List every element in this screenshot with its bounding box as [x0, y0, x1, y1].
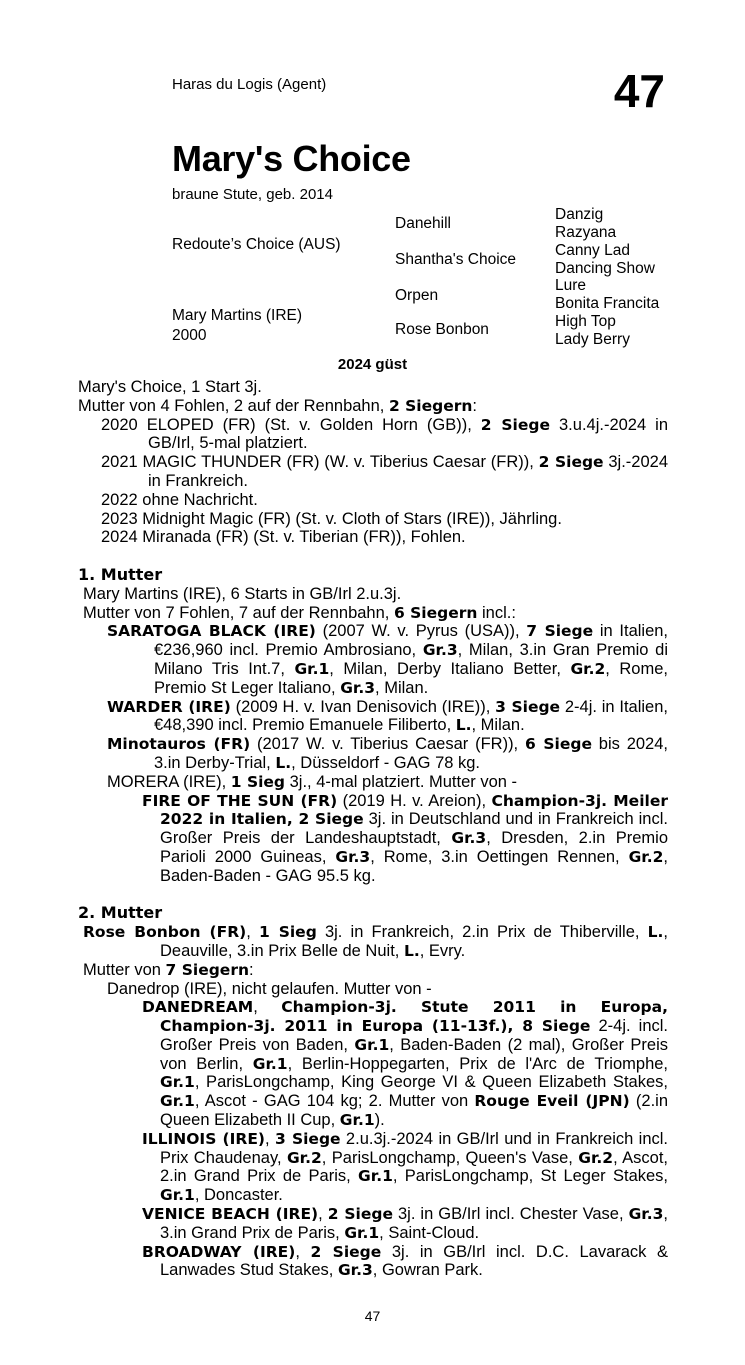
- pedigree-g3-5: Lure: [555, 277, 587, 294]
- pedigree-dam-dam: Rose Bonbon: [395, 321, 489, 338]
- foal-2024: 2024 Miranada (FR) (St. v. Tiberian (FR)), Fohlen.: [101, 528, 466, 547]
- progeny-danedrop: Danedrop (IRE), nicht gelaufen. Mutter von -: [107, 979, 432, 998]
- horse-name: Mary's Choice: [172, 138, 411, 179]
- second-dam-heading: 2. Mutter: [78, 903, 163, 923]
- first-dam-record: Mary Martins (IRE), 6 Starts in GB/Irl 2.u.3j.: [83, 584, 402, 603]
- foal-2023: 2023 Midnight Magic (FR) (St. v. Cloth of Stars (IRE)), Jährling.: [101, 509, 562, 528]
- progeny-broadway: BROADWAY (IRE), 2 Siege 3j. in GB/Irl incl. D.C. Lavarack & Lanwades Stud Stakes, Gr.3, Gowran Park.: [142, 1242, 668, 1280]
- second-dam-record: Rose Bonbon (FR), 1 Sieg 3j. in Frankreich, 2.in Prix de Thiberville, L., Deauville, 3.in Prix Belle de Nuit, L., Evry.: [83, 923, 668, 960]
- progeny-morera: MORERA (IRE), 1 Sieg 3j., 4-mal platziert. Mutter von -: [107, 772, 518, 791]
- foal-2020: 2020 ELOPED (FR) (St. v. Golden Horn (GB)), 2 Siege 3.u.4j.-2024 in GB/Irl, 5-mal platziert.: [101, 415, 668, 453]
- pedigree-g3-8: Lady Berry: [555, 331, 630, 348]
- catalogue-text: [78, 378, 668, 1280]
- progeny-warder: WARDER (IRE) (2009 H. v. Ivan Denisovich (IRE)), 3 Siege 2-4j. in Italien, €48,390 incl. Premio Emanuele Filiberto, L., Milan.: [107, 697, 668, 735]
- progeny-illinois: ILLINOIS (IRE), 3 Siege 2.u.3j.-2024 in GB/Irl und in Frankreich incl. Prix Chaudenay, Gr.2, ParisLongchamp, Queen's Vase, Gr.2, Ascot, 2.in Grand Prix de Paris, Gr.1, ParisLongchamp, St Leger Stakes, Gr.1, Doncaster.: [142, 1129, 669, 1205]
- pedigree-g3-2: Razyana: [555, 224, 617, 241]
- pedigree-dam: Mary Martins (IRE): [172, 307, 303, 324]
- second-dam-mother-line: Mutter von 7 Siegern:: [83, 960, 254, 979]
- page-number: 47: [364, 1308, 381, 1324]
- pedigree-sire-dam: Shantha's Choice: [395, 251, 517, 268]
- pedigree-g3-3: Canny Lad: [555, 242, 630, 259]
- pedigree-g3-4: Dancing Show: [555, 260, 655, 277]
- pedigree-g3-6: Bonita Francita: [555, 295, 660, 312]
- progeny-fire-of-the-sun: FIRE OF THE SUN (FR) (2019 H. v. Areion), Champion-3j. Meiler 2022 in Italien, 2 Siege 3j. in Deutschland und in Frankreich incl. Großer Preis der Landeshauptstadt, Gr.3, Dresden, 2.in Premio Parioli 2000 Guineas, Gr.3, Rome, 3.in Oettingen Rennen, Gr.2, Baden-Baden - GAG 95.5 kg.: [142, 791, 669, 885]
- pedigree-g3-7: High Top: [555, 313, 616, 330]
- breeding-status: 2024 güst: [337, 356, 408, 373]
- pedigree-dam-year: 2000: [172, 327, 207, 344]
- foal-2021: 2021 MAGIC THUNDER (FR) (W. v. Tiberius Caesar (FR)), 2 Siege 3j.-2024 in Frankreich.: [101, 453, 668, 490]
- progeny-minotauros: Minotauros (FR) (2017 W. v. Tiberius Caesar (FR)), 6 Siege bis 2024, 3.in Derby-Trial, L., Düsseldorf - GAG 78 kg.: [107, 735, 668, 772]
- agent-label: Haras du Logis (Agent): [172, 76, 327, 93]
- own-mother-line: Mutter von 4 Fohlen, 2 auf der Rennbahn, 2 Siegern:: [78, 396, 478, 415]
- progeny-saratoga-black: SARATOGA BLACK (IRE) (2007 W. v. Pyrus (USA)), 7 Siege in Italien, €236,960 incl. Premio Ambrosiano, Gr.3, Milan, 3.in Gran Premio di Milano Tris Int.7, Gr.1, Milan, Derby Italiano Better, Gr.2, Rome, Premio St Leger Italiano, Gr.3, Milan.: [107, 622, 669, 697]
- first-dam-mother-line: Mutter von 7 Fohlen, 7 auf der Rennbahn, 6 Siegern incl.:: [83, 603, 516, 622]
- progeny-venice-beach: VENICE BEACH (IRE), 2 Siege 3j. in GB/Irl incl. Chester Vase, Gr.3, 3.in Grand Prix de Paris, Gr.1, Saint-Cloud.: [142, 1205, 669, 1242]
- horse-description: braune Stute, geb. 2014: [172, 186, 333, 203]
- pedigree-sire: Redoute’s Choice (AUS): [172, 236, 341, 253]
- own-record: Mary's Choice, 1 Start 3j.: [78, 378, 262, 396]
- first-dam-heading: 1. Mutter: [78, 564, 163, 584]
- foal-2022: 2022 ohne Nachricht.: [101, 490, 258, 509]
- progeny-danedream: DANEDREAM, Champion-3j. Stute 2011 in Europa, Champion-3j. 2011 in Europa (11-13f.), 8 Siege 2-4j. incl. Großer Preis von Baden, Gr.1, Baden-Baden (2 mal), Großer Preis von Berlin, Gr.1, Berlin-Hoppegarten, Prix de l'Arc de Triomphe, Gr.1, ParisLongchamp, King George VI & Queen Elizabeth Stakes, Gr.1, Ascot - GAG 104 kg; 2. Mutter von Rouge Eveil (JPN) (2.in Queen Elizabeth II Cup, Gr.1).: [142, 998, 669, 1130]
- lot-number: 47: [613, 65, 665, 117]
- pedigree-dam-sire: Orpen: [395, 287, 439, 304]
- pedigree-sire-sire: Danehill: [395, 215, 452, 232]
- pedigree-g3-1: Danzig: [555, 206, 604, 223]
